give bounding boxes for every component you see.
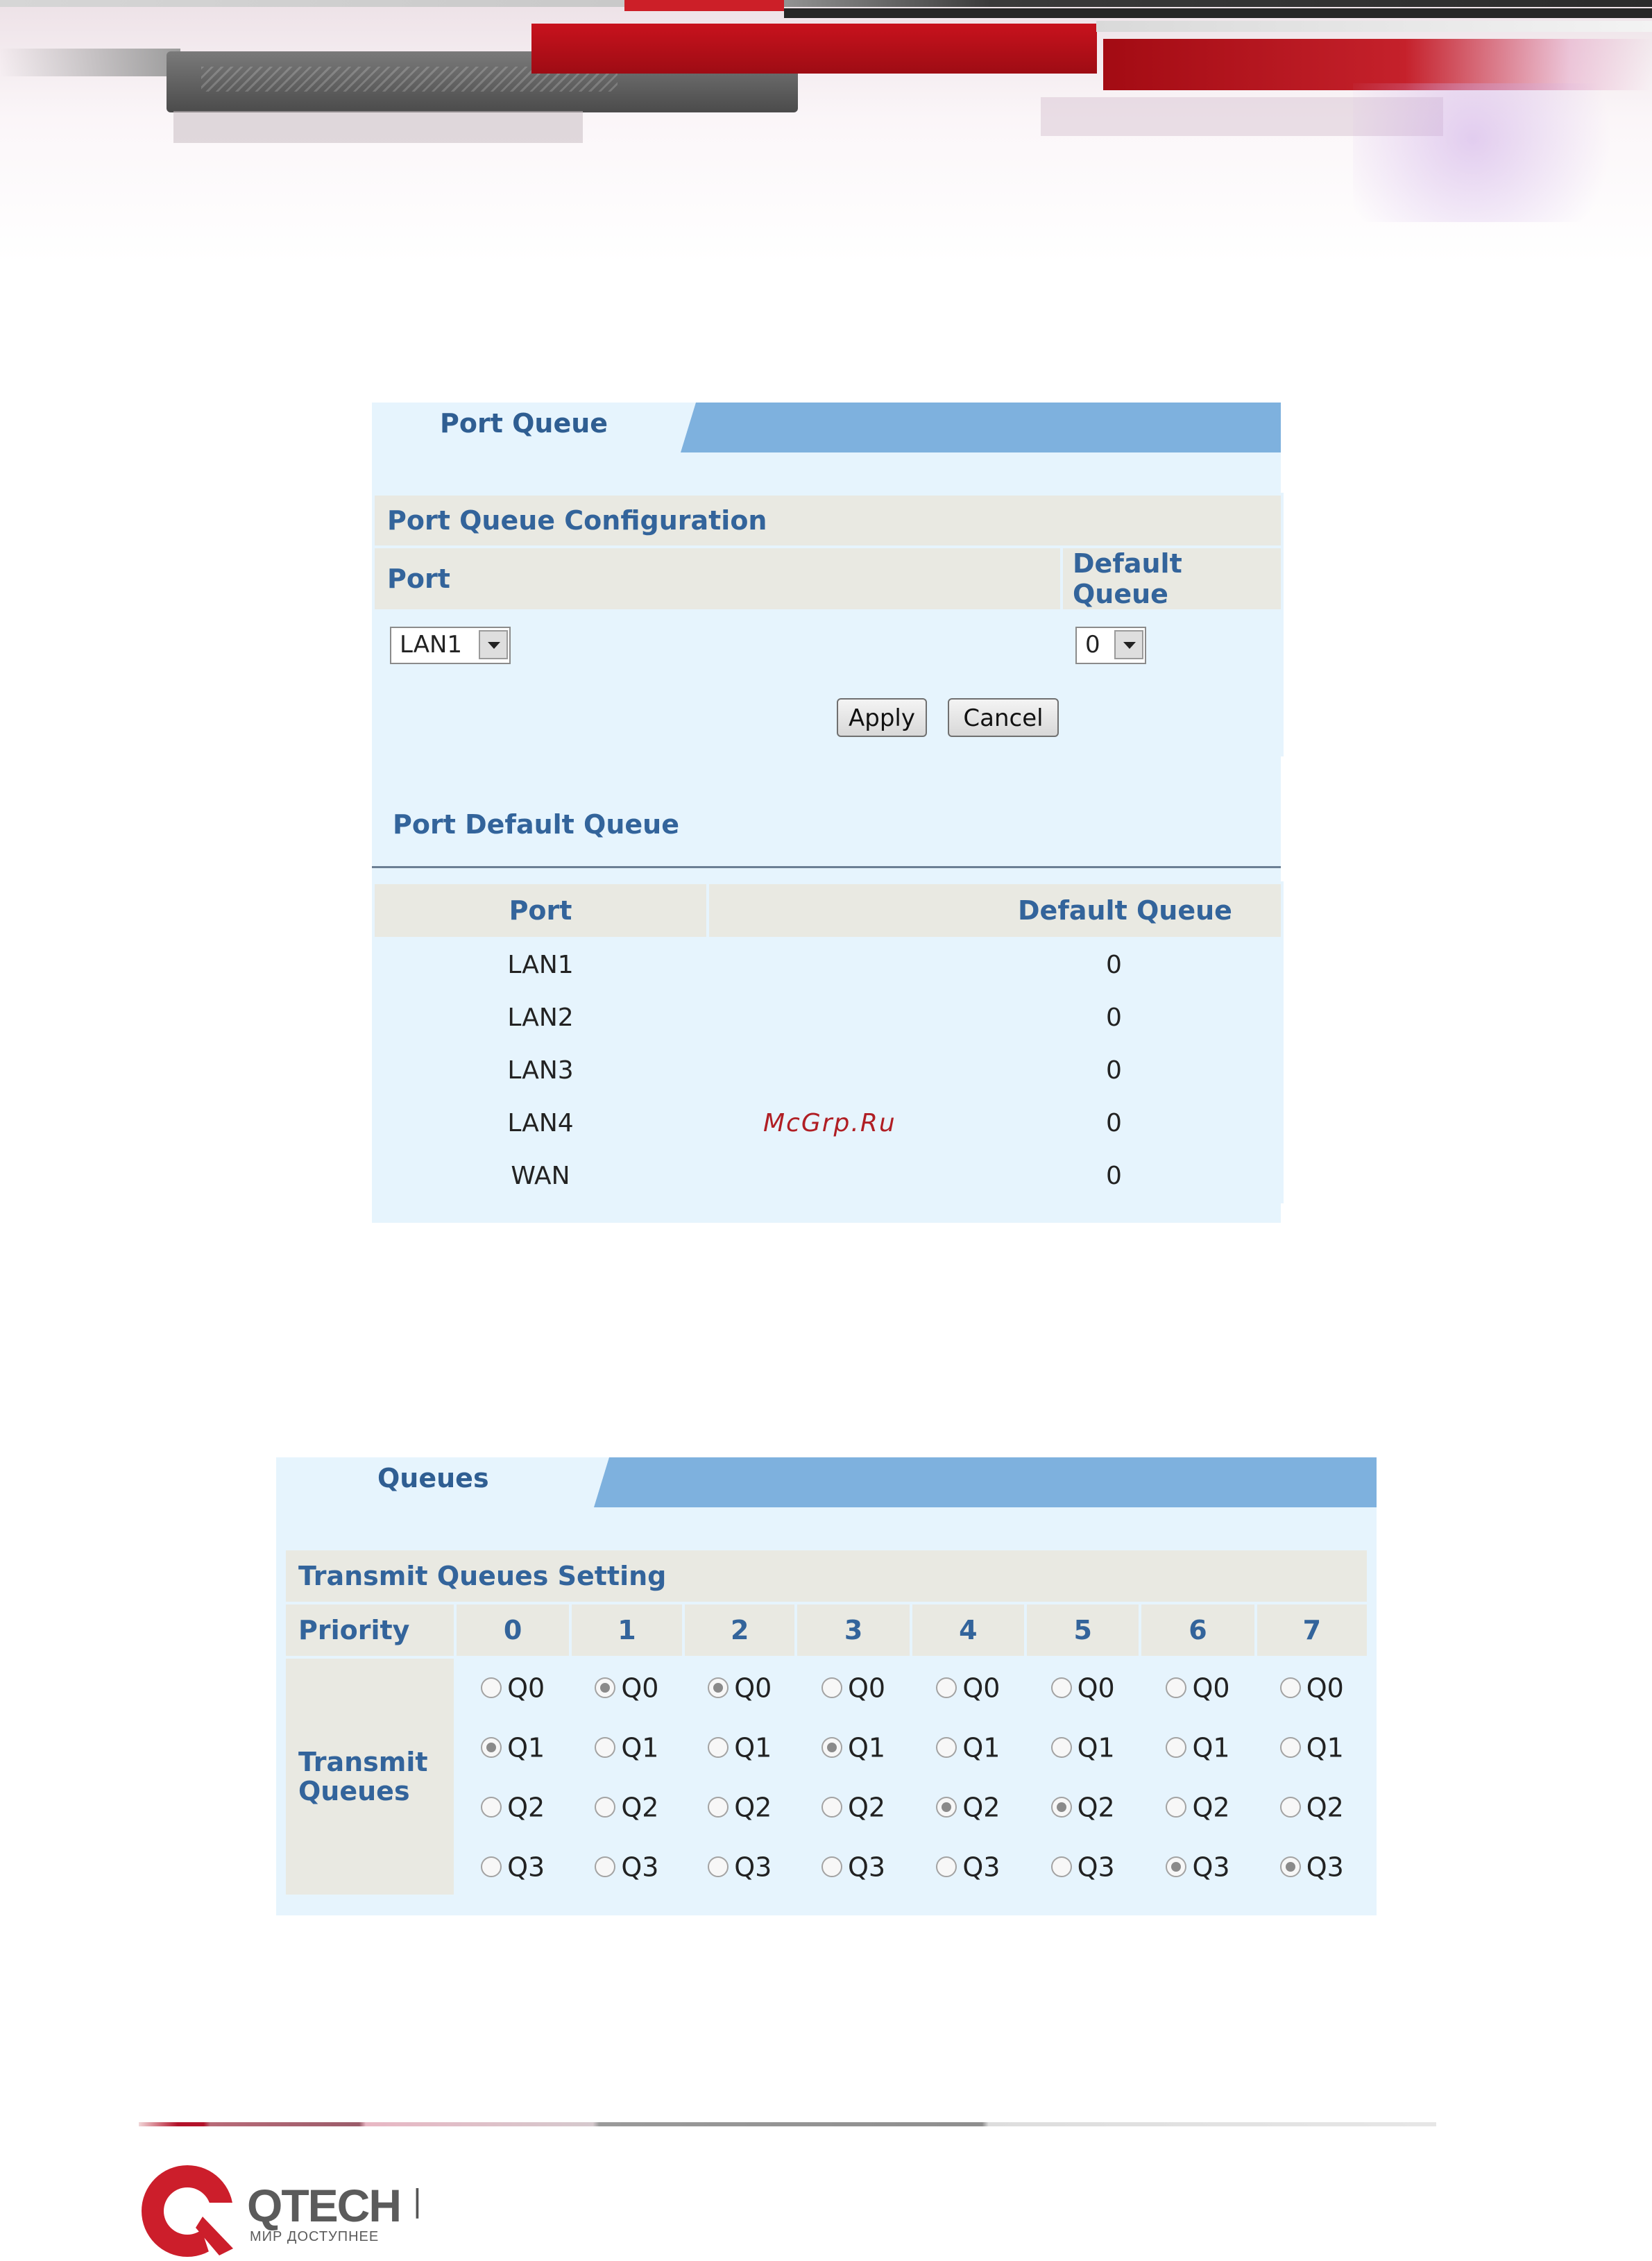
row-port: LAN4 [373, 1096, 708, 1149]
queue-radio[interactable] [1051, 1737, 1072, 1758]
row-port: LAN2 [373, 991, 708, 1044]
queue-radio[interactable] [1166, 1797, 1186, 1818]
queue-radio[interactable] [1166, 1677, 1186, 1698]
queue-option-cell [1140, 1717, 1255, 1777]
queue-option-cell [1025, 1836, 1140, 1896]
queue-radio-label: Q3 [507, 1852, 545, 1883]
row-queue-value: 0 [1106, 1108, 1122, 1137]
queue-radio-label: Q1 [507, 1732, 545, 1763]
queue-option-cell [1025, 1777, 1140, 1836]
priority-header: 7 [1256, 1603, 1368, 1657]
queue-option-cell [683, 1657, 796, 1717]
queue-radio-label: Q2 [848, 1792, 886, 1823]
queue-radio[interactable] [595, 1856, 615, 1877]
tab-port-queue-label: Port Queue [440, 408, 608, 439]
table-row [373, 1044, 1282, 1096]
queue-radio[interactable] [595, 1677, 615, 1698]
config-section-title: Port Queue Configuration [373, 494, 1282, 547]
queue-radio[interactable] [821, 1677, 842, 1698]
queue-radio[interactable] [1051, 1856, 1072, 1877]
queue-radio[interactable] [1280, 1737, 1301, 1758]
queue-radio[interactable] [1051, 1797, 1072, 1818]
port-default-queue-title: Port Default Queue [393, 809, 680, 840]
queue-radio[interactable] [936, 1737, 957, 1758]
logo-mark-icon [142, 2161, 239, 2258]
queue-option-cell [1025, 1657, 1140, 1717]
queue-radio[interactable] [1166, 1856, 1186, 1877]
queue-option-cell [1025, 1717, 1140, 1777]
queue-option-cell [796, 1777, 910, 1836]
priority-header: 6 [1140, 1603, 1255, 1657]
row-queue: 0 [708, 1044, 1282, 1096]
table-header-port: Port [373, 883, 708, 938]
queue-radio-label: Q3 [734, 1852, 772, 1883]
queue-radio[interactable] [481, 1797, 502, 1818]
port-default-queue-table [372, 881, 1284, 1203]
queue-option-cell [911, 1657, 1025, 1717]
queue-radio[interactable] [708, 1677, 729, 1698]
queue-radio[interactable] [1280, 1856, 1301, 1877]
port-select[interactable] [390, 627, 511, 664]
queue-radio[interactable] [936, 1856, 957, 1877]
row-port: LAN1 [373, 938, 708, 991]
queue-option-cell [683, 1777, 796, 1836]
brand-tagline: МИР ДОСТУПНЕЕ [250, 2229, 380, 2244]
queue-radio[interactable] [821, 1797, 842, 1818]
queue-radio-label: Q0 [848, 1673, 886, 1704]
queue-radio[interactable] [1280, 1797, 1301, 1818]
queue-option-cell [911, 1836, 1025, 1896]
tab-queues[interactable] [276, 1457, 594, 1507]
queue-option-cell [796, 1836, 910, 1896]
queues-panel [276, 1457, 1377, 1915]
queue-radio-label: Q1 [848, 1732, 886, 1763]
table-row [373, 938, 1282, 991]
queue-radio-label: Q2 [1077, 1792, 1115, 1823]
queue-radio-label: Q2 [734, 1792, 772, 1823]
queue-option-cell [683, 1717, 796, 1777]
priority-header: 3 [796, 1603, 910, 1657]
tab-queues-label: Queues [377, 1463, 489, 1493]
queue-option-cell [1256, 1717, 1368, 1777]
chevron-down-icon [479, 630, 508, 659]
queue-option-cell [570, 1717, 683, 1777]
queue-radio-label: Q2 [1192, 1792, 1230, 1823]
queue-radio-label: Q2 [621, 1792, 659, 1823]
queue-option-cell [796, 1717, 910, 1777]
queue-option-cell [455, 1777, 570, 1836]
queue-radio-label: Q1 [734, 1732, 772, 1763]
queue-radio-label: Q3 [1192, 1852, 1230, 1883]
queue-option-cell [1256, 1777, 1368, 1836]
queue-radio[interactable] [1166, 1737, 1186, 1758]
queue-option-cell [1140, 1657, 1255, 1717]
header-banner [0, 0, 1652, 278]
priority-header: 1 [570, 1603, 683, 1657]
row-queue: 0 [708, 991, 1282, 1044]
priority-header: 4 [911, 1603, 1025, 1657]
queue-radio-label: Q1 [962, 1732, 1000, 1763]
queue-radio-label: Q3 [962, 1852, 1000, 1883]
queue-radio-label: Q0 [1077, 1673, 1115, 1704]
port-select-value: LAN1 [400, 631, 463, 659]
queue-option-cell [455, 1657, 570, 1717]
queue-option-cell [1140, 1777, 1255, 1836]
table-row [373, 991, 1282, 1044]
cancel-button[interactable]: Cancel [948, 698, 1059, 737]
queue-radio-label: Q2 [1306, 1792, 1344, 1823]
row-port: WAN [373, 1149, 708, 1202]
brand-name: QTECH [247, 2180, 400, 2231]
watermark: McGrp.Ru [763, 1108, 896, 1137]
qtech-logo [142, 2161, 239, 2258]
priority-header: 0 [455, 1603, 570, 1657]
queue-radio[interactable] [821, 1737, 842, 1758]
row-queue: 0 [708, 1149, 1282, 1202]
queue-radio[interactable] [595, 1797, 615, 1818]
queue-option-cell [683, 1836, 796, 1896]
queue-radio-label: Q0 [621, 1673, 659, 1704]
queue-radio-label: Q3 [848, 1852, 886, 1883]
port-column-header: Port [373, 547, 1062, 611]
queue-radio-label: Q1 [1306, 1732, 1344, 1763]
apply-button[interactable]: Apply [837, 698, 927, 737]
queue-option-cell [455, 1836, 570, 1896]
queue-option-cell [796, 1657, 910, 1717]
queue-option-cell [570, 1836, 683, 1896]
queue-option-cell [911, 1777, 1025, 1836]
table-row [373, 1149, 1282, 1202]
footer-line [139, 2122, 1436, 2126]
tab-port-queue[interactable] [372, 403, 681, 452]
port-queue-config-table [372, 493, 1284, 756]
queue-radio[interactable] [708, 1737, 729, 1758]
queue-radio[interactable] [936, 1677, 957, 1698]
queue-radio[interactable] [595, 1737, 615, 1758]
port-queue-panel [372, 403, 1281, 1223]
queue-radio-label: Q3 [1077, 1852, 1115, 1883]
queue-option-cell [1256, 1657, 1368, 1717]
queue-option-cell [1140, 1836, 1255, 1896]
queue-radio[interactable] [821, 1856, 842, 1877]
table-header-default-queue: Default Queue [708, 883, 1282, 938]
row-queue: 0 [708, 938, 1282, 991]
priority-label: Priority [284, 1603, 455, 1657]
queue-radio-label: Q0 [1192, 1673, 1230, 1704]
queue-radio-label: Q1 [1192, 1732, 1230, 1763]
row-port: LAN3 [373, 1044, 708, 1096]
queue-option-cell [570, 1657, 683, 1717]
queue-radio[interactable] [708, 1856, 729, 1877]
queue-radio-label: Q2 [962, 1792, 1000, 1823]
priority-header: 5 [1025, 1603, 1140, 1657]
queue-radio[interactable] [481, 1677, 502, 1698]
transmit-queues-table [283, 1548, 1370, 1897]
queue-radio[interactable] [481, 1856, 502, 1877]
queue-radio[interactable] [708, 1797, 729, 1818]
queue-radio-label: Q1 [621, 1732, 659, 1763]
queue-radio-label: Q3 [1306, 1852, 1344, 1883]
queue-radio-label: Q0 [734, 1673, 772, 1704]
queue-radio-label: Q1 [1077, 1732, 1115, 1763]
queue-option-cell [455, 1717, 570, 1777]
default-queue-select[interactable] [1075, 627, 1146, 664]
row-queue [708, 1096, 1282, 1149]
queue-radio-label: Q0 [962, 1673, 1000, 1704]
queue-option-cell [911, 1717, 1025, 1777]
queue-option-cell [570, 1777, 683, 1836]
queue-radio-label: Q0 [1306, 1673, 1344, 1704]
queue-radio[interactable] [481, 1737, 502, 1758]
section-divider [372, 866, 1281, 868]
queue-option-cell [1256, 1836, 1368, 1896]
queue-radio[interactable] [1280, 1677, 1301, 1698]
queue-radio[interactable] [936, 1797, 957, 1818]
transmit-queues-title: Transmit Queues Setting [284, 1549, 1368, 1603]
chevron-down-icon [1114, 630, 1143, 659]
default-queue-column-header: Default Queue [1062, 547, 1282, 611]
queue-radio-label: Q0 [507, 1673, 545, 1704]
priority-header: 2 [683, 1603, 796, 1657]
queue-radio-label: Q2 [507, 1792, 545, 1823]
transmit-queues-label: Transmit Queues [284, 1657, 455, 1896]
table-row [373, 1096, 1282, 1149]
default-queue-select-value: 0 [1085, 631, 1100, 659]
footer-separator: | [412, 2183, 423, 2219]
queue-radio[interactable] [1051, 1677, 1072, 1698]
queue-radio-label: Q3 [621, 1852, 659, 1883]
